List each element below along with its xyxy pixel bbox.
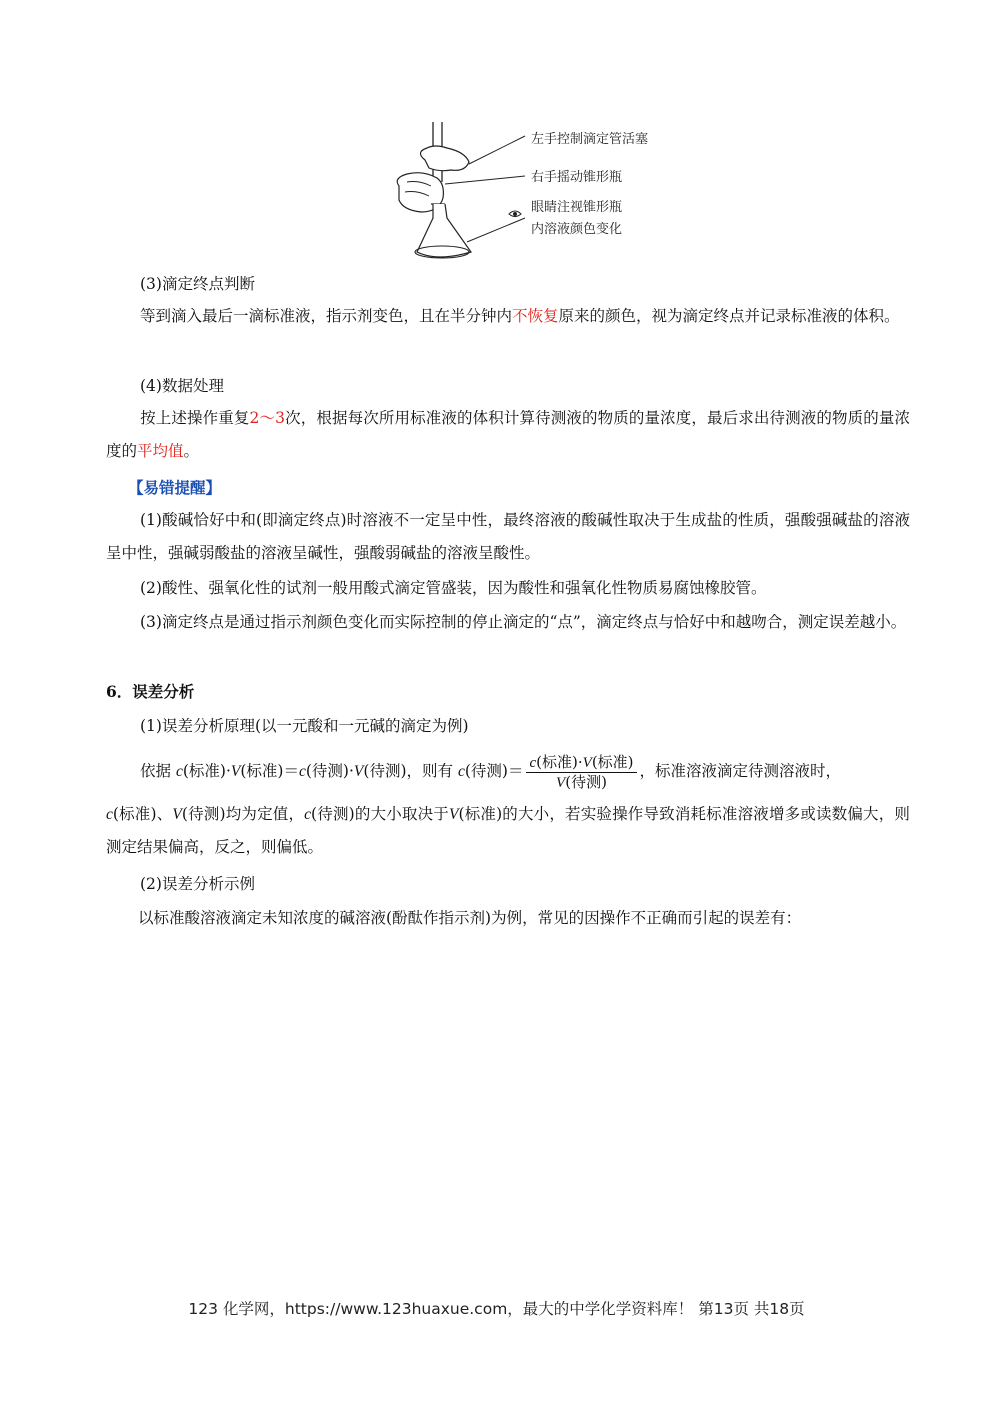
tip-2: (2)酸性、强氧化性的试剂一般用酸式滴定管盛装，因为酸性和强氧化性物质易腐蚀橡胶管。 [140, 579, 767, 597]
section-6-title: 6．误差分析 [106, 682, 195, 701]
figure-label-left-hand: 左手控制滴定管活塞 [531, 132, 649, 147]
section-6-2-paragraph: 以标准酸溶液滴定未知浓度的碱溶液(酚酞作指示剂)为例，常见的因操作不正确而引起的误差有： [138, 909, 802, 927]
titration-figure [385, 122, 665, 270]
section-3-title: (3)滴定终点判断 [140, 275, 255, 293]
formula-fraction: $\frac{\text{c(标准)·V(标准)}}{\text{V(待测)}}$ [526, 753, 636, 792]
formula-line: 依据 c(标准)·V(标准)＝c(待测)·V(待测)，则有 c(待测)＝ $\frac{\text{c(标准)·V(标准)}}{\text{V(待测)}}$ ，标准溶液滴定待测溶液时， [140, 752, 842, 791]
section-4-paragraph: 按上述操作重复2～3次，根据每次所用标准液的体积计算待测液的物质的量浓度，最后求出待测液的物质的量浓度的平均值。 [106, 409, 910, 460]
section-4-title: (4)数据处理 [140, 377, 224, 395]
figure-label-eye: 眼睛注视锥形瓶 [531, 200, 623, 215]
tip-3: (3)滴定终点是通过指示剂颜色变化而实际控制的停止滴定的“点”，滴定终点与恰好中和越吻合，测定误差越小。 [140, 613, 907, 631]
figure-label-right-hand: 右手摇动锥形瓶 [531, 170, 623, 185]
section-6-1-title: (1)误差分析原理(以一元酸和一元碱的滴定为例) [140, 717, 469, 735]
tip-1: (1)酸碱恰好中和(即滴定终点)时溶液不一定呈中性，最终溶液的酸碱性取决于生成盐的性质，强酸强碱盐的溶液呈中性，强碱弱酸盐的溶液呈碱性，强酸弱碱盐的溶液呈酸性。 [106, 511, 910, 562]
tip-heading: 【易错提醒】 [128, 478, 222, 497]
formula-paragraph: c(标准)、V(待测)均为定值，c(待测)的大小取决于V(标准)的大小，若实验操作导致消耗标准溶液增多或读数偏大，则测定结果偏高，反之，则偏低。 [106, 805, 910, 856]
section-3-paragraph: 等到滴入最后一滴标准液，指示剂变色，且在半分钟内不恢复原来的颜色，视为滴定终点并记录标准液的体积。 [140, 307, 900, 325]
page-footer: 123 化学网，https://www.123huaxue.com，最大的中学化学资料库！ 第13页 共18页 [188, 1300, 805, 1318]
figure-label-color: 内溶液颜色变化 [531, 222, 623, 237]
section-6-2-title: (2)误差分析示例 [140, 875, 255, 893]
